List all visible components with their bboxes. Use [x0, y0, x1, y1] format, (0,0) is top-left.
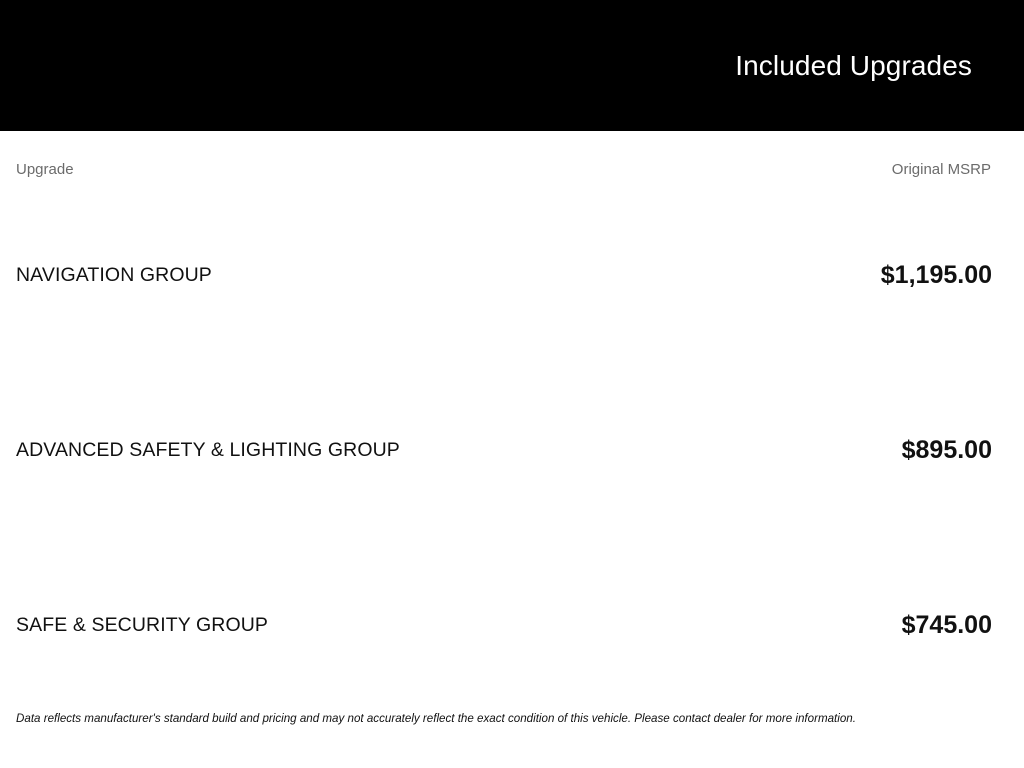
upgrade-name: ADVANCED SAFETY & LIGHTING GROUP: [16, 439, 400, 461]
upgrade-price: $745.00: [901, 611, 992, 639]
upgrade-name: NAVIGATION GROUP: [16, 264, 212, 286]
upgrade-row: [16, 430, 992, 470]
disclaimer-text: Data reflects manufacturer's standard build and pricing and may not accurately reflect the exact condition of this vehicle. Please contact dealer for more information.: [16, 712, 856, 725]
upgrade-row: [16, 605, 992, 645]
upgrade-price: $1,195.00: [880, 261, 992, 289]
upgrade-price: $895.00: [901, 436, 992, 464]
upgrade-row: [16, 255, 992, 295]
page-title: Included Upgrades: [735, 50, 972, 81]
column-header-msrp: Original MSRP: [891, 161, 991, 178]
header-bar: [0, 0, 1024, 131]
upgrade-name: SAFE & SECURITY GROUP: [16, 614, 269, 636]
column-header-upgrade: Upgrade: [16, 161, 74, 178]
